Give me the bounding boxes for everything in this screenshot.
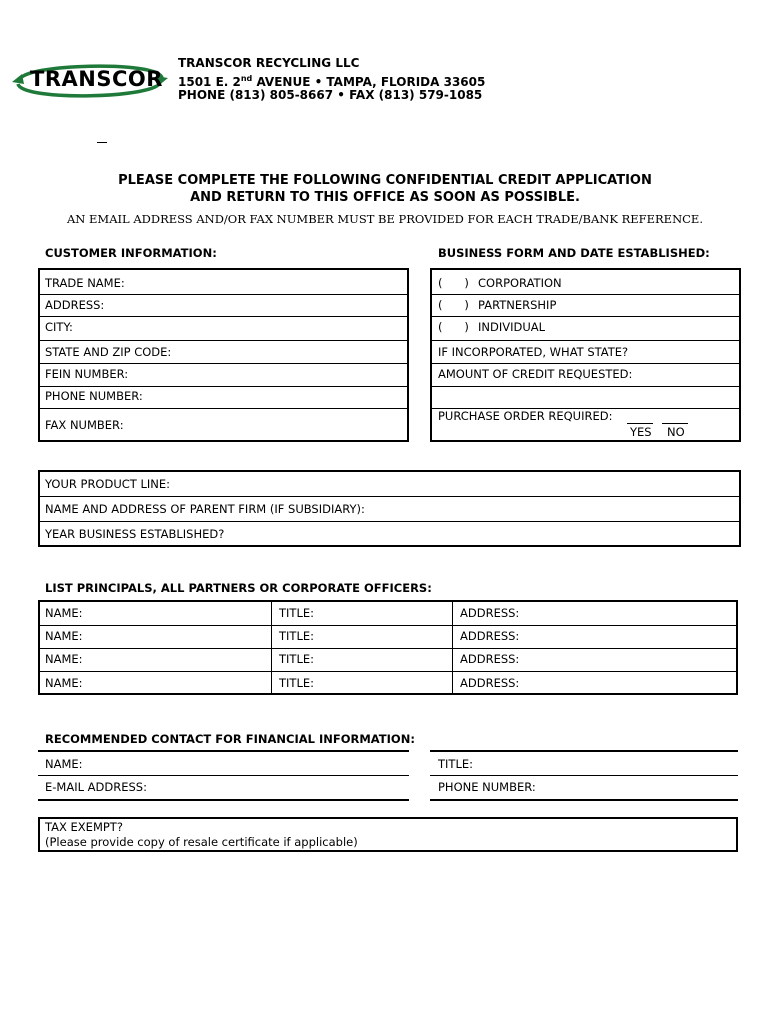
principal-address[interactable]: ADDRESS: — [460, 652, 520, 666]
instruction-line-2: AND RETURN TO THIS OFFICE AS SOON AS POSSIBLE. — [190, 190, 580, 205]
field-incorporated-state[interactable]: IF INCORPORATED, WHAT STATE? — [438, 345, 629, 359]
principal-address[interactable]: ADDRESS: — [460, 606, 520, 620]
row-divider — [38, 408, 409, 409]
checkbox-corporation[interactable]: ( ) — [438, 276, 469, 290]
company-logo — [10, 56, 170, 104]
row-divider — [38, 386, 409, 387]
company-phone: PHONE (813) 805-8667 • FAX (813) 579-1085 — [178, 88, 483, 102]
row-divider — [38, 340, 409, 341]
field-po-required: PURCHASE ORDER REQUIRED: — [438, 409, 613, 423]
field-credit-amount[interactable]: AMOUNT OF CREDIT REQUESTED: — [438, 367, 633, 381]
field-fein[interactable]: FEIN NUMBER: — [45, 367, 129, 381]
no-blank[interactable] — [662, 423, 688, 424]
row-divider — [430, 386, 741, 387]
contact-heading: RECOMMENDED CONTACT FOR FINANCIAL INFORMATION: — [45, 732, 415, 746]
field-year-established[interactable]: YEAR BUSINESS ESTABLISHED? — [45, 527, 225, 541]
row-divider — [38, 496, 741, 497]
field-parent-firm[interactable]: NAME AND ADDRESS OF PARENT FIRM (IF SUBSIDIARY): — [45, 502, 365, 516]
row-divider — [38, 648, 738, 649]
option-corporation: CORPORATION — [478, 276, 562, 290]
principal-address[interactable]: ADDRESS: — [460, 676, 520, 690]
row-divider — [430, 363, 741, 364]
checkbox-partnership[interactable]: ( ) — [438, 298, 469, 312]
principal-title[interactable]: TITLE: — [279, 652, 314, 666]
principal-title[interactable]: TITLE: — [279, 676, 314, 690]
row-divider — [38, 363, 409, 364]
checkbox-individual[interactable]: ( ) — [438, 320, 469, 334]
principals-heading: LIST PRINCIPALS, ALL PARTNERS OR CORPORATE OFFICERS: — [45, 581, 432, 595]
row-divider — [430, 340, 741, 341]
contact-line — [430, 750, 738, 752]
contact-email[interactable]: E-MAIL ADDRESS: — [45, 780, 147, 794]
principal-name[interactable]: NAME: — [45, 629, 83, 643]
row-divider — [38, 521, 741, 522]
field-address[interactable]: ADDRESS: — [45, 298, 105, 312]
field-trade-name[interactable]: TRADE NAME: — [45, 276, 125, 290]
contact-title[interactable]: TITLE: — [438, 757, 473, 771]
field-phone[interactable]: PHONE NUMBER: — [45, 389, 143, 403]
customer-heading: CUSTOMER INFORMATION: — [45, 246, 217, 260]
contact-phone[interactable]: PHONE NUMBER: — [438, 780, 536, 794]
principal-address[interactable]: ADDRESS: — [460, 629, 520, 643]
yes-label: YES — [630, 425, 652, 439]
principal-name[interactable]: NAME: — [45, 606, 83, 620]
principal-name[interactable]: NAME: — [45, 652, 83, 666]
contact-line — [38, 799, 409, 801]
logo-text: TRANSCOR — [30, 67, 163, 91]
address-part: AVENUE • TAMPA, FLORIDA 33605 — [252, 75, 486, 89]
company-name: TRANSCOR RECYCLING LLC — [178, 56, 360, 70]
address-part: 1501 E. 2 — [178, 75, 241, 89]
instruction-line-3: AN EMAIL ADDRESS AND/OR FAX NUMBER MUST BE PROVIDED FOR EACH TRADE/BANK REFERENCE. — [67, 212, 703, 226]
row-divider — [430, 316, 741, 317]
contact-name[interactable]: NAME: — [45, 757, 83, 771]
principal-name[interactable]: NAME: — [45, 676, 83, 690]
row-divider — [38, 625, 738, 626]
no-label: NO — [667, 425, 685, 439]
field-product-line[interactable]: YOUR PRODUCT LINE: — [45, 477, 171, 491]
business-heading: BUSINESS FORM AND DATE ESTABLISHED: — [438, 246, 710, 260]
contact-line — [38, 775, 409, 776]
row-divider — [38, 294, 409, 295]
contact-line — [430, 799, 738, 801]
field-city[interactable]: CITY: — [45, 320, 73, 334]
tax-exempt-note: (Please provide copy of resale certificate if applicable) — [45, 835, 358, 849]
option-individual: INDIVIDUAL — [478, 320, 546, 334]
field-state-zip[interactable]: STATE AND ZIP CODE: — [45, 345, 172, 359]
address-superscript: nd — [240, 74, 253, 83]
contact-line — [430, 775, 738, 776]
yes-blank[interactable] — [627, 423, 653, 424]
field-fax[interactable]: FAX NUMBER: — [45, 418, 124, 432]
tax-exempt-label: TAX EXEMPT? — [45, 820, 123, 834]
row-divider — [430, 294, 741, 295]
row-divider — [38, 671, 738, 672]
instruction-line-1: PLEASE COMPLETE THE FOLLOWING CONFIDENTIAL CREDIT APPLICATION — [118, 173, 652, 188]
contact-line — [38, 750, 409, 752]
option-partnership: PARTNERSHIP — [478, 298, 557, 312]
row-divider — [38, 316, 409, 317]
divider-mark — [97, 142, 107, 143]
principal-title[interactable]: TITLE: — [279, 629, 314, 643]
principal-title[interactable]: TITLE: — [279, 606, 314, 620]
